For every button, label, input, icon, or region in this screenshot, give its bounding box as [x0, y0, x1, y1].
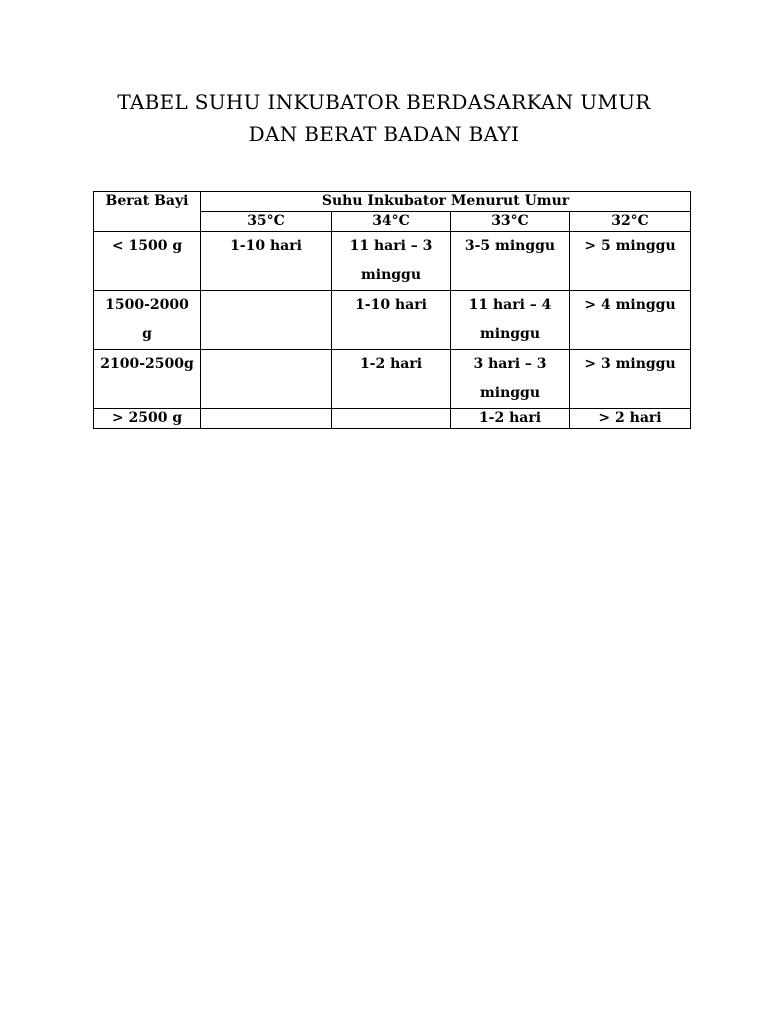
table-row [94, 409, 691, 429]
table-cell [332, 409, 451, 429]
weight-cell: < 1500 g [94, 232, 201, 291]
table-row [94, 232, 691, 291]
title-line-2: DAN BERAT BADAN BAYI [248, 122, 520, 146]
weight-cell: 2100-2500g [94, 350, 201, 409]
table-row [94, 291, 691, 350]
table-cell: > 5 minggu [570, 232, 691, 291]
incubator-temperature-table [93, 191, 691, 429]
table-cell: 1-2 hari [332, 350, 451, 409]
table-cell: 1-10 hari [332, 291, 451, 350]
table-cell: > 2 hari [570, 409, 691, 429]
table-cell [201, 291, 332, 350]
table-cell [201, 350, 332, 409]
column-header-weight: Berat Bayi [94, 192, 201, 232]
column-header-temperature-group: Suhu Inkubator Menurut Umur [201, 192, 691, 212]
weight-cell: 1500-2000 g [94, 291, 201, 350]
temperature-header: 32°C [570, 212, 691, 232]
table-header-row [94, 192, 691, 212]
table-cell: 3 hari – 3 minggu [451, 350, 570, 409]
table-row [94, 350, 691, 409]
table-cell: 3-5 minggu [451, 232, 570, 291]
table-cell: 1-10 hari [201, 232, 332, 291]
table-cell: 11 hari – 4 minggu [451, 291, 570, 350]
table-cell: > 3 minggu [570, 350, 691, 409]
temperature-header: 35°C [201, 212, 332, 232]
table-cell [201, 409, 332, 429]
temperature-header: 33°C [451, 212, 570, 232]
table-cell: > 4 minggu [570, 291, 691, 350]
weight-cell: > 2500 g [94, 409, 201, 429]
temperature-header: 34°C [332, 212, 451, 232]
table-cell: 11 hari – 3 minggu [332, 232, 451, 291]
title-line-1: TABEL SUHU INKUBATOR BERDASARKAN UMUR [117, 90, 651, 114]
table-cell: 1-2 hari [451, 409, 570, 429]
page-title [0, 86, 768, 150]
